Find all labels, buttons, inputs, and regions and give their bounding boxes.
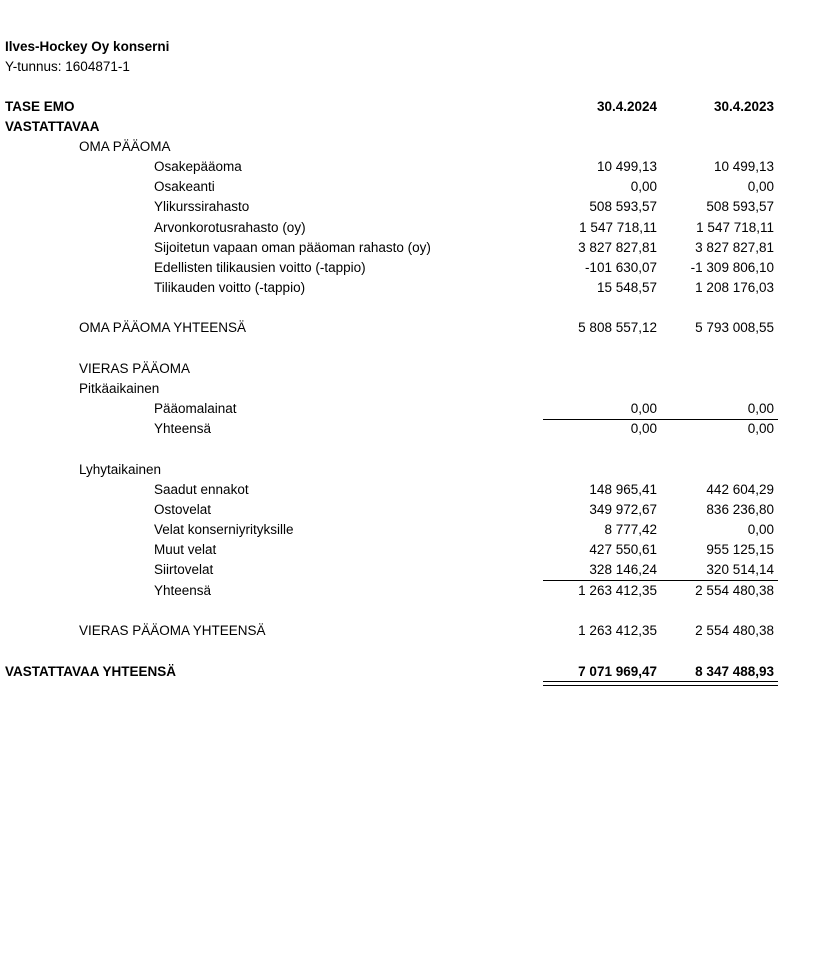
row-value-previous: 1 208 176,03 [695,280,774,295]
row-label: Siirtovelat [154,562,214,577]
row-label: Saadut ennakot [154,482,249,497]
row-value-current: 427 550,61 [589,542,657,557]
row-value-previous: 3 827 827,81 [695,240,774,255]
business-id: Y-tunnus: 1604871-1 [5,59,130,74]
row-value-previous: 0,00 [747,401,774,416]
liabilities-heading: VIERAS PÄÄOMA [79,361,191,376]
row-label: VIERAS PÄÄOMA YHTEENSÄ [79,623,266,638]
company-name: Ilves-Hockey Oy konserni [5,39,170,54]
row-value-previous: 2 554 480,38 [695,623,774,638]
row-value-previous: 442 604,29 [706,482,774,497]
row-value-current: 0,00 [630,421,657,436]
row-value-previous: 0,00 [747,522,774,537]
row-label: Yhteensä [154,421,212,436]
double-underline-top [543,681,778,682]
row-label: Ylikurssirahasto [154,199,250,214]
row-label: Velat konserniyrityksille [154,522,294,537]
column-header-current: 30.4.2024 [596,99,657,114]
row-value-current: 3 827 827,81 [578,240,657,255]
row-label: Muut velat [154,542,217,557]
row-label: Arvonkorotusrahasto (oy) [154,220,306,235]
row-value-current: 328 146,24 [589,562,657,577]
row-label: Sijoitetun vapaan oman pääoman rahasto (oy) [154,240,431,255]
row-value-previous: 2 554 480,38 [695,583,774,598]
row-value-previous: 955 125,15 [706,542,774,557]
row-value-previous: 1 547 718,11 [696,220,774,235]
row-label: Yhteensä [154,583,212,598]
double-underline-bottom [543,685,778,686]
row-label: Edellisten tilikausien voitto (-tappio) [154,260,366,275]
row-value-current: 1 263 412,35 [578,623,657,638]
row-value-previous: 320 514,14 [706,562,774,577]
column-header-previous: 30.4.2023 [713,99,774,114]
row-label: Osakepääoma [154,159,242,174]
row-value-previous: 836 236,80 [706,502,774,517]
row-label: Osakeanti [154,179,215,194]
row-value-current: -101 630,07 [584,260,657,275]
row-value-current: 1 263 412,35 [578,583,657,598]
row-value-current: 349 972,67 [589,502,657,517]
long-term-heading: Pitkäaikainen [79,381,160,396]
row-label: Ostovelat [154,502,212,517]
row-value-current: 1 547 718,11 [579,220,657,235]
subtotal-rule [543,419,778,420]
row-value-previous: 0,00 [747,421,774,436]
row-value-previous: 0,00 [747,179,774,194]
equity-heading: OMA PÄÄOMA [79,139,171,154]
row-label: VASTATTAVAA YHTEENSÄ [5,664,177,679]
row-value-current: 10 499,13 [596,159,657,174]
row-label: Pääomalainat [154,401,237,416]
row-value-current: 7 071 969,47 [578,664,657,679]
row-value-previous: 508 593,57 [706,199,774,214]
row-value-previous: -1 309 806,10 [690,260,774,275]
row-value-current: 508 593,57 [589,199,657,214]
row-value-previous: 10 499,13 [713,159,774,174]
row-label: Tilikauden voitto (-tappio) [154,280,306,295]
row-value-current: 148 965,41 [589,482,657,497]
row-label: OMA PÄÄOMA YHTEENSÄ [79,320,247,335]
row-value-current: 0,00 [630,401,657,416]
section-heading: VASTATTAVAA [5,119,100,134]
row-value-previous: 5 793 008,55 [695,320,774,335]
statement-title: TASE EMO [5,99,75,114]
row-value-current: 15 548,57 [596,280,657,295]
row-value-previous: 8 347 488,93 [695,664,774,679]
short-term-heading: Lyhytaikainen [79,462,162,477]
row-value-current: 8 777,42 [604,522,657,537]
row-value-current: 5 808 557,12 [578,320,657,335]
row-value-current: 0,00 [630,179,657,194]
